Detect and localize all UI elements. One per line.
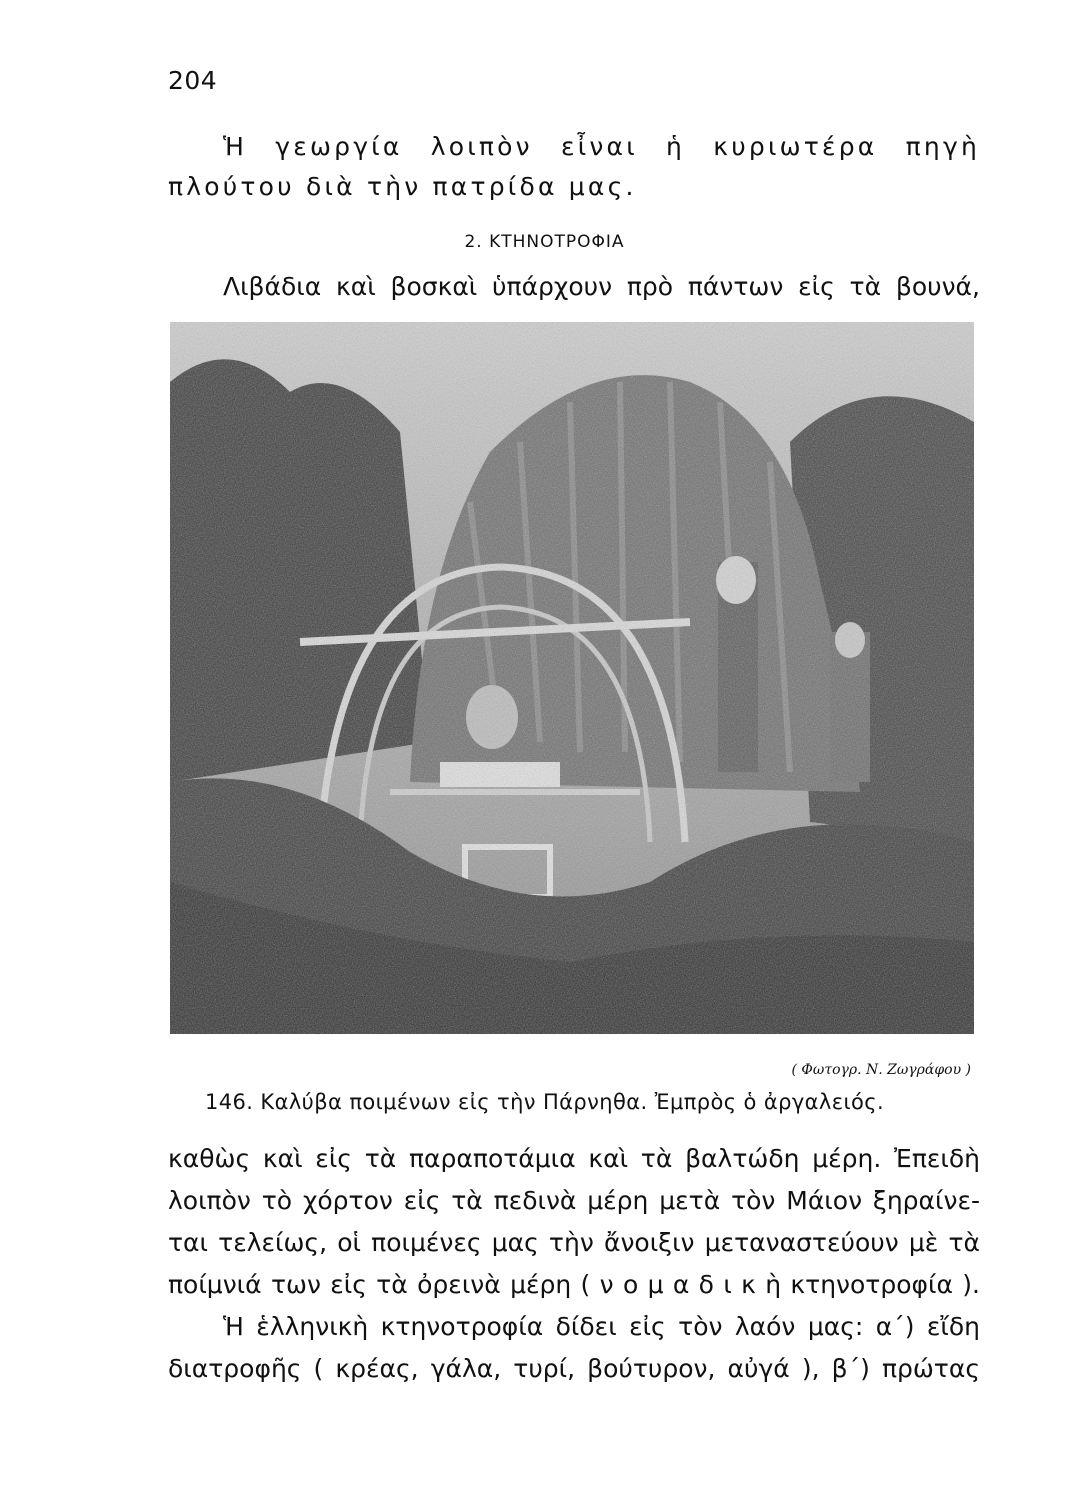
figure-caption: 146. Καλύβα ποιμένων εἰς τὴν Πάρνηθα. Ἐμπρὸς ὁ ἀργαλειός. xyxy=(205,1090,885,1114)
paragraph-line: καθὼς καὶ εἰς τὰ παραποτάμια καὶ τὰ βαλτώδη μέρη. Ἐπειδὴ xyxy=(168,1144,980,1173)
paragraph-line: πλούτου διὰ τὴν πατρίδα μας. xyxy=(168,172,637,201)
paragraph-line: Λιβάδια καὶ βοσκαὶ ὑπάρχουν πρὸ πάντων εἰς τὰ βουνά, xyxy=(223,272,980,301)
paragraph-line: διατροφῆς ( κρέας, γάλα, τυρί, βούτυρον, αὐγά ), β΄) πρώτας xyxy=(168,1354,980,1383)
paragraph-line: ποίμνιά των εἰς τὰ ὀρεινὰ μέρη ( ν ο μ α δ ι κ ὴ κτηνοτροφία ). xyxy=(168,1270,980,1299)
paragraph-line: ται τελείως, οἱ ποιμένες μας τὴν ἄνοιξιν μεταναστεύουν μὲ τὰ xyxy=(168,1228,980,1257)
paragraph-line: λοιπὸν τὸ χόρτον εἰς τὰ πεδινὰ μέρη μετὰ τὸν Μάιον ξηραίνε- xyxy=(168,1186,980,1215)
photo-credit: ( Φωτογρ. Ν. Ζωγράφου ) xyxy=(791,1062,971,1078)
page-number: 204 xyxy=(168,66,218,95)
section-heading: 2. ΚΤΗΝΟΤΡΟΦΙΑ xyxy=(464,232,625,252)
paragraph-line: Ἡ ἑλληνικὴ κτηνοτροφία δίδει εἰς τὸν λαόν μας: α΄) εἴδη xyxy=(223,1312,980,1341)
figure-photo xyxy=(170,322,974,1034)
paragraph-line: Ἡ γεωργία λοιπὸν εἶναι ἡ κυριωτέρα πηγὴ xyxy=(223,132,980,161)
